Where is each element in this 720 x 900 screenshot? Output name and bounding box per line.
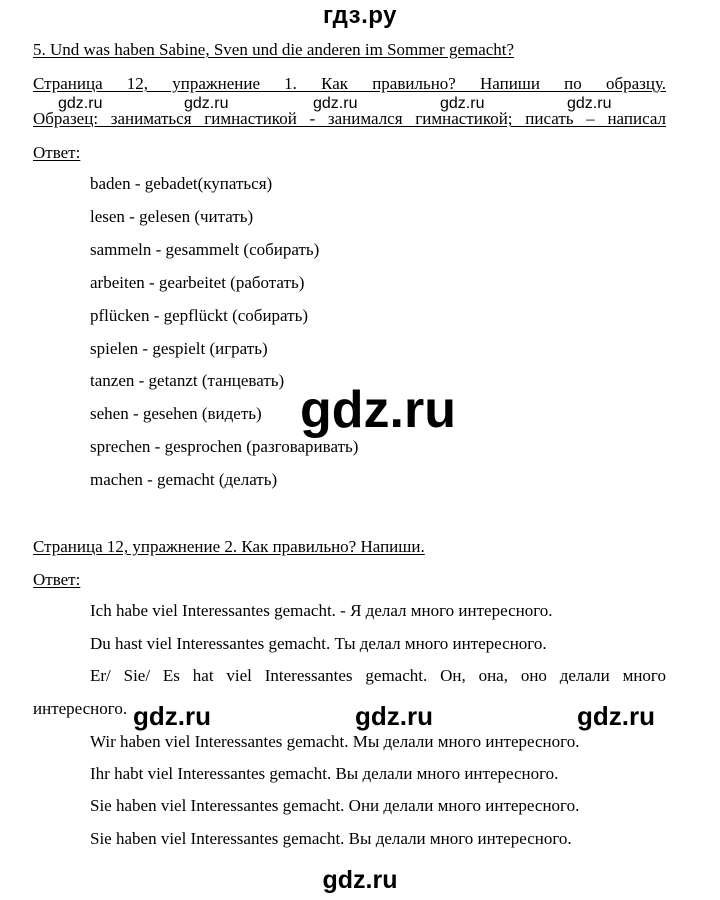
sentence-line: Wir haben viel Interessantes gemacht. Мы делали много интересного. [90,732,580,751]
sentence-line: Sie haben viel Interessantes gemacht. Они делали много интересного. [90,796,580,815]
watermark-small: gdz.ru [440,95,485,112]
verb-item: spielen - gespielt (играть) [90,339,268,358]
watermark-large: gdz.ru [300,381,456,439]
verb-item: sammeln - gesammelt (собирать) [90,240,320,259]
answer-label: Ответ: [33,143,81,162]
exercise1-title: Страница 12, упражнение 1. Как правильно? Напиши по образцу. [33,74,666,93]
sentence-line: Ihr habt viel Interessantes gemacht. Вы делали много интересного. [90,764,559,783]
watermark-medium: gdz.ru [133,701,211,731]
sentence-line: Er/ Sie/ Es hat viel Interessantes gemacht. Он, она, оно делали много [90,666,666,685]
verb-item: tanzen - getanzt (танцевать) [90,371,285,390]
site-header[interactable]: гдз.ру [323,2,397,29]
verb-item: sehen - gesehen (видеть) [90,404,262,423]
verb-item: baden - gebadet(купаться) [90,174,273,193]
watermark-small: gdz.ru [313,95,358,112]
exercise2-title: Страница 12, упражнение 2. Как правильно? Напиши. [33,537,425,556]
section-title: 5. Und was haben Sabine, Sven und die anderen im Sommer gemacht? [33,40,515,59]
watermark-footer: gdz.ru [322,866,398,894]
sentence-line: Sie haben viel Interessantes gemacht. Вы делали много интересного. [90,829,572,848]
verb-item: sprechen - gesprochen (разговаривать) [90,437,359,456]
sentence-line: Du hast viel Interessantes gemacht. Ты делал много интересного. [90,634,547,653]
watermark-small: gdz.ru [58,95,103,112]
answer-label: Ответ: [33,570,81,589]
watermark-small: gdz.ru [567,95,612,112]
sentence-line: Ich habe viel Interessantes gemacht. - Я делал много интересного. [90,601,553,620]
verb-item: lesen - gelesen (читать) [90,207,254,226]
exercise1-sample: Образец: заниматься гимнастикой - занимался гимнастикой; писать – написал [33,109,666,128]
watermark-small: gdz.ru [184,95,229,112]
verb-item: machen - gemacht (делать) [90,470,278,489]
watermark-medium: gdz.ru [355,701,433,731]
sentence-line: интересного. [33,699,128,718]
verb-item: pflücken - gepflückt (собирать) [90,306,308,325]
verb-item: arbeiten - gearbeitet (работать) [90,273,305,292]
watermark-medium: gdz.ru [577,701,655,731]
